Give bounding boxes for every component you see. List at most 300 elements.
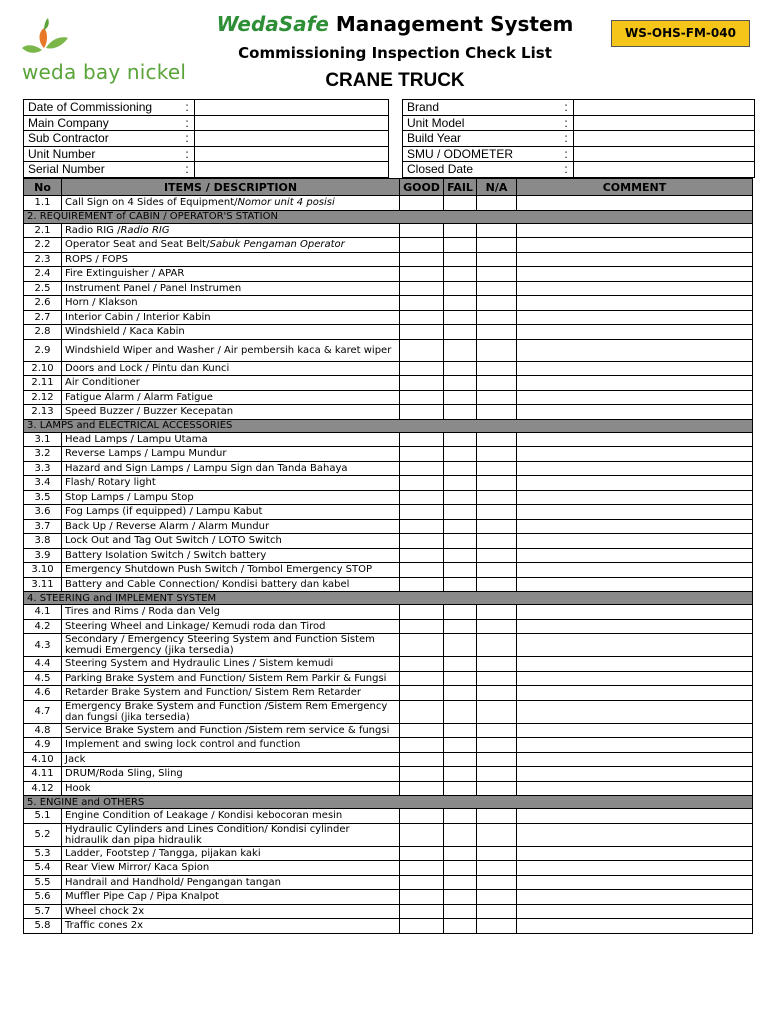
na-cell[interactable] xyxy=(477,238,517,253)
good-cell[interactable] xyxy=(400,548,444,563)
info-value-field[interactable] xyxy=(195,115,389,131)
item-number: 2.9 xyxy=(24,339,62,361)
item-text: Instrument Panel / Panel Instrumen xyxy=(65,282,242,294)
na-cell[interactable] xyxy=(477,390,517,405)
item-description xyxy=(62,267,400,282)
good-cell[interactable] xyxy=(400,390,444,405)
checklist-row xyxy=(24,447,753,462)
item-description xyxy=(62,823,400,846)
fail-cell[interactable] xyxy=(444,296,477,311)
fail-cell[interactable] xyxy=(444,223,477,238)
comment-cell[interactable] xyxy=(517,671,753,686)
checklist-row xyxy=(24,738,753,753)
good-cell[interactable] xyxy=(400,461,444,476)
fail-cell[interactable] xyxy=(444,619,477,634)
good-cell[interactable] xyxy=(400,919,444,934)
fail-cell[interactable] xyxy=(444,390,477,405)
logo-leaf-green-left xyxy=(22,45,42,53)
comment-cell[interactable] xyxy=(517,281,753,296)
na-cell[interactable] xyxy=(477,809,517,824)
info-label: Unit Number xyxy=(24,146,181,162)
item-description xyxy=(62,809,400,824)
na-cell[interactable] xyxy=(477,476,517,491)
comment-cell[interactable] xyxy=(517,361,753,376)
section-header-row xyxy=(24,419,753,432)
item-number: 2.2 xyxy=(24,238,62,253)
info-colon: : xyxy=(180,115,195,131)
section-title: 5. ENGINE and OTHERS xyxy=(24,796,753,809)
na-cell[interactable] xyxy=(477,281,517,296)
comment-cell[interactable] xyxy=(517,252,753,267)
na-cell[interactable] xyxy=(477,461,517,476)
item-text: Flash/ Rotary light xyxy=(65,477,156,489)
na-cell[interactable] xyxy=(477,605,517,620)
na-cell[interactable] xyxy=(477,846,517,861)
good-cell[interactable] xyxy=(400,605,444,620)
na-cell[interactable] xyxy=(477,700,517,723)
good-cell[interactable] xyxy=(400,519,444,534)
checklist-table xyxy=(23,178,753,934)
fail-cell[interactable] xyxy=(444,823,477,846)
checklist-row xyxy=(24,846,753,861)
info-colon: : xyxy=(180,162,195,178)
comment-cell[interactable] xyxy=(517,634,753,657)
fail-cell[interactable] xyxy=(444,875,477,890)
item-description xyxy=(62,577,400,592)
info-colon: : xyxy=(559,146,574,162)
item-text: DRUM/Roda Sling, Sling xyxy=(65,768,183,780)
item-description xyxy=(62,738,400,753)
fail-cell[interactable] xyxy=(444,634,477,657)
na-cell[interactable] xyxy=(477,405,517,420)
comment-cell[interactable] xyxy=(517,519,753,534)
good-cell[interactable] xyxy=(400,700,444,723)
na-cell[interactable] xyxy=(477,519,517,534)
fail-cell[interactable] xyxy=(444,605,477,620)
good-cell[interactable] xyxy=(400,738,444,753)
comment-cell[interactable] xyxy=(517,461,753,476)
item-description xyxy=(62,196,400,211)
item-number: 2.4 xyxy=(24,267,62,282)
fail-cell[interactable] xyxy=(444,505,477,520)
fail-cell[interactable] xyxy=(444,890,477,905)
na-cell[interactable] xyxy=(477,619,517,634)
item-description xyxy=(62,846,400,861)
info-value-field[interactable] xyxy=(574,131,755,147)
item-description xyxy=(62,490,400,505)
fail-cell[interactable] xyxy=(444,196,477,211)
comment-cell[interactable] xyxy=(517,339,753,361)
comment-cell[interactable] xyxy=(517,223,753,238)
item-text: Tires and Rims / Roda dan Velg xyxy=(65,606,221,618)
checklist-row xyxy=(24,223,753,238)
checklist-row xyxy=(24,296,753,311)
na-cell[interactable] xyxy=(477,657,517,672)
good-cell[interactable] xyxy=(400,405,444,420)
item-description xyxy=(62,919,400,934)
comment-cell[interactable] xyxy=(517,325,753,340)
good-cell[interactable] xyxy=(400,671,444,686)
comment-cell[interactable] xyxy=(517,723,753,738)
na-cell[interactable] xyxy=(477,671,517,686)
item-number: 3.1 xyxy=(24,432,62,447)
good-cell[interactable] xyxy=(400,361,444,376)
item-text: Secondary / Emergency Steering System and Function Sistem kemudi Emergency (jika tersedia) xyxy=(65,634,375,656)
good-cell[interactable] xyxy=(400,904,444,919)
fail-cell[interactable] xyxy=(444,563,477,578)
item-description xyxy=(62,781,400,796)
fail-cell[interactable] xyxy=(444,723,477,738)
good-cell[interactable] xyxy=(400,339,444,361)
info-value-field[interactable] xyxy=(574,162,755,178)
item-text: Head Lamps / Lampu Utama xyxy=(65,433,208,445)
item-text: Hazard and Sign Lamps / Lampu Sign dan Tanda Bahaya xyxy=(65,462,348,474)
fail-cell[interactable] xyxy=(444,310,477,325)
item-number: 5.1 xyxy=(24,809,62,824)
item-number: 2.1 xyxy=(24,223,62,238)
fail-cell[interactable] xyxy=(444,238,477,253)
info-value-field[interactable] xyxy=(195,162,389,178)
fail-cell[interactable] xyxy=(444,447,477,462)
na-cell[interactable] xyxy=(477,339,517,361)
good-cell[interactable] xyxy=(400,325,444,340)
comment-cell[interactable] xyxy=(517,390,753,405)
fail-cell[interactable] xyxy=(444,846,477,861)
item-description xyxy=(62,875,400,890)
item-text-local: Nomor unit 4 posisi xyxy=(237,197,335,209)
comment-cell[interactable] xyxy=(517,738,753,753)
checklist-row xyxy=(24,267,753,282)
good-cell[interactable] xyxy=(400,723,444,738)
info-label: Brand xyxy=(403,100,560,116)
info-value-field[interactable] xyxy=(574,115,755,131)
na-cell[interactable] xyxy=(477,376,517,391)
comment-cell[interactable] xyxy=(517,809,753,824)
comment-cell[interactable] xyxy=(517,505,753,520)
fail-cell[interactable] xyxy=(444,548,477,563)
item-number: 3.5 xyxy=(24,490,62,505)
na-cell[interactable] xyxy=(477,505,517,520)
item-description xyxy=(62,890,400,905)
na-cell[interactable] xyxy=(477,432,517,447)
item-text: Back Up / Reverse Alarm / Alarm Mundur xyxy=(65,520,270,532)
checklist-row xyxy=(24,875,753,890)
good-cell[interactable] xyxy=(400,563,444,578)
item-number: 3.8 xyxy=(24,534,62,549)
good-cell[interactable] xyxy=(400,376,444,391)
item-text: Call Sign on 4 Sides of Equipment/ xyxy=(65,197,238,209)
comment-cell[interactable] xyxy=(517,890,753,905)
fail-cell[interactable] xyxy=(444,252,477,267)
good-cell[interactable] xyxy=(400,875,444,890)
info-value-field[interactable] xyxy=(195,146,389,162)
info-row xyxy=(403,162,755,178)
comment-cell[interactable] xyxy=(517,196,753,211)
info-label: Date of Commissioning xyxy=(24,100,181,116)
fail-cell[interactable] xyxy=(444,432,477,447)
fail-cell[interactable] xyxy=(444,325,477,340)
info-value-field[interactable] xyxy=(195,131,389,147)
na-cell[interactable] xyxy=(477,548,517,563)
item-description xyxy=(62,361,400,376)
good-cell[interactable] xyxy=(400,432,444,447)
item-number: 3.7 xyxy=(24,519,62,534)
item-description xyxy=(62,861,400,876)
fail-cell[interactable] xyxy=(444,861,477,876)
na-cell[interactable] xyxy=(477,447,517,462)
good-cell[interactable] xyxy=(400,223,444,238)
fail-cell[interactable] xyxy=(444,405,477,420)
logo-leaf-top xyxy=(44,18,49,30)
item-number: 3.4 xyxy=(24,476,62,491)
fail-cell[interactable] xyxy=(444,490,477,505)
good-cell[interactable] xyxy=(400,619,444,634)
na-cell[interactable] xyxy=(477,919,517,934)
na-cell[interactable] xyxy=(477,752,517,767)
comment-cell[interactable] xyxy=(517,577,753,592)
item-number: 4.8 xyxy=(24,723,62,738)
good-cell[interactable] xyxy=(400,823,444,846)
item-number: 5.2 xyxy=(24,823,62,846)
na-cell[interactable] xyxy=(477,267,517,282)
comment-cell[interactable] xyxy=(517,861,753,876)
na-cell[interactable] xyxy=(477,875,517,890)
item-number: 4.9 xyxy=(24,738,62,753)
comment-cell[interactable] xyxy=(517,823,753,846)
good-cell[interactable] xyxy=(400,296,444,311)
system-name: Management System xyxy=(335,12,574,36)
good-cell[interactable] xyxy=(400,634,444,657)
brand-name: WedaSafe xyxy=(216,12,329,36)
checklist-row xyxy=(24,605,753,620)
comment-cell[interactable] xyxy=(517,846,753,861)
item-description xyxy=(62,548,400,563)
checklist-row xyxy=(24,671,753,686)
item-text: Hook xyxy=(65,782,91,794)
good-cell[interactable] xyxy=(400,238,444,253)
na-cell[interactable] xyxy=(477,723,517,738)
good-cell[interactable] xyxy=(400,267,444,282)
comment-cell[interactable] xyxy=(517,686,753,701)
na-cell[interactable] xyxy=(477,686,517,701)
good-cell[interactable] xyxy=(400,310,444,325)
fail-cell[interactable] xyxy=(444,919,477,934)
info-label: Sub Contractor xyxy=(24,131,181,147)
fail-cell[interactable] xyxy=(444,700,477,723)
info-value-field[interactable] xyxy=(574,100,755,116)
good-cell[interactable] xyxy=(400,281,444,296)
fail-cell[interactable] xyxy=(444,339,477,361)
comment-cell[interactable] xyxy=(517,752,753,767)
col-header-items: ITEMS / DESCRIPTION xyxy=(62,179,400,196)
item-text: Radio RIG / xyxy=(65,224,121,236)
good-cell[interactable] xyxy=(400,447,444,462)
na-cell[interactable] xyxy=(477,325,517,340)
item-description xyxy=(62,252,400,267)
section-header-row xyxy=(24,796,753,809)
comment-cell[interactable] xyxy=(517,919,753,934)
item-number: 3.9 xyxy=(24,548,62,563)
item-number: 3.6 xyxy=(24,505,62,520)
na-cell[interactable] xyxy=(477,738,517,753)
info-label: SMU / ODOMETER xyxy=(403,146,560,162)
comment-cell[interactable] xyxy=(517,875,753,890)
checklist-row xyxy=(24,461,753,476)
section-header-row xyxy=(24,210,753,223)
item-text: Hydraulic Cylinders and Lines Condition/ Kondisi cylinder hidraulik dan pipa hidraulik xyxy=(65,823,350,846)
item-description xyxy=(62,605,400,620)
item-description xyxy=(62,767,400,782)
checklist-row xyxy=(24,476,753,491)
fail-cell[interactable] xyxy=(444,752,477,767)
item-text: Interior Cabin / Interior Kabin xyxy=(65,311,211,323)
good-cell[interactable] xyxy=(400,196,444,211)
item-description xyxy=(62,505,400,520)
good-cell[interactable] xyxy=(400,809,444,824)
checklist-row xyxy=(24,252,753,267)
comment-cell[interactable] xyxy=(517,534,753,549)
fail-cell[interactable] xyxy=(444,738,477,753)
good-cell[interactable] xyxy=(400,657,444,672)
checklist-row xyxy=(24,634,753,657)
checklist-row xyxy=(24,376,753,391)
good-cell[interactable] xyxy=(400,476,444,491)
item-text: Speed Buzzer / Buzzer Kecepatan xyxy=(65,406,234,418)
comment-cell[interactable] xyxy=(517,376,753,391)
na-cell[interactable] xyxy=(477,361,517,376)
fail-cell[interactable] xyxy=(444,781,477,796)
item-description xyxy=(62,390,400,405)
na-cell[interactable] xyxy=(477,890,517,905)
fail-cell[interactable] xyxy=(444,767,477,782)
fail-cell[interactable] xyxy=(444,476,477,491)
info-row xyxy=(403,131,755,147)
good-cell[interactable] xyxy=(400,752,444,767)
comment-cell[interactable] xyxy=(517,405,753,420)
comment-cell[interactable] xyxy=(517,563,753,578)
item-description xyxy=(62,296,400,311)
item-text: Steering Wheel and Linkage/ Kemudi roda dan Tirod xyxy=(65,620,326,632)
checklist-row xyxy=(24,361,753,376)
comment-cell[interactable] xyxy=(517,619,753,634)
good-cell[interactable] xyxy=(400,505,444,520)
na-cell[interactable] xyxy=(477,823,517,846)
fail-cell[interactable] xyxy=(444,361,477,376)
item-number: 2.7 xyxy=(24,310,62,325)
na-cell[interactable] xyxy=(477,534,517,549)
comment-cell[interactable] xyxy=(517,548,753,563)
fail-cell[interactable] xyxy=(444,461,477,476)
title-block xyxy=(200,12,590,92)
item-text: Doors and Lock / Pintu dan Kunci xyxy=(65,362,230,374)
info-value-field[interactable] xyxy=(574,146,755,162)
item-text: Air Conditioner xyxy=(65,377,140,389)
info-colon: : xyxy=(559,162,574,178)
item-description xyxy=(62,752,400,767)
comment-cell[interactable] xyxy=(517,490,753,505)
comment-cell[interactable] xyxy=(517,781,753,796)
info-value-field[interactable] xyxy=(195,100,389,116)
fail-cell[interactable] xyxy=(444,519,477,534)
item-number: 4.2 xyxy=(24,619,62,634)
fail-cell[interactable] xyxy=(444,577,477,592)
good-cell[interactable] xyxy=(400,577,444,592)
good-cell[interactable] xyxy=(400,490,444,505)
comment-cell[interactable] xyxy=(517,767,753,782)
na-cell[interactable] xyxy=(477,781,517,796)
checklist-row xyxy=(24,548,753,563)
fail-cell[interactable] xyxy=(444,267,477,282)
info-label: Closed Date xyxy=(403,162,560,178)
item-number: 4.5 xyxy=(24,671,62,686)
good-cell[interactable] xyxy=(400,252,444,267)
fail-cell[interactable] xyxy=(444,534,477,549)
fail-cell[interactable] xyxy=(444,671,477,686)
item-description xyxy=(62,563,400,578)
comment-cell[interactable] xyxy=(517,904,753,919)
item-number: 2.6 xyxy=(24,296,62,311)
na-cell[interactable] xyxy=(477,904,517,919)
comment-cell[interactable] xyxy=(517,700,753,723)
item-number: 3.2 xyxy=(24,447,62,462)
comment-cell[interactable] xyxy=(517,267,753,282)
na-cell[interactable] xyxy=(477,490,517,505)
comment-cell[interactable] xyxy=(517,657,753,672)
fail-cell[interactable] xyxy=(444,809,477,824)
item-description xyxy=(62,904,400,919)
na-cell[interactable] xyxy=(477,223,517,238)
good-cell[interactable] xyxy=(400,534,444,549)
na-cell[interactable] xyxy=(477,861,517,876)
fail-cell[interactable] xyxy=(444,657,477,672)
na-cell[interactable] xyxy=(477,577,517,592)
checklist-row xyxy=(24,890,753,905)
na-cell[interactable] xyxy=(477,634,517,657)
good-cell[interactable] xyxy=(400,686,444,701)
good-cell[interactable] xyxy=(400,846,444,861)
item-description xyxy=(62,376,400,391)
fail-cell[interactable] xyxy=(444,281,477,296)
na-cell[interactable] xyxy=(477,296,517,311)
comment-cell[interactable] xyxy=(517,476,753,491)
fail-cell[interactable] xyxy=(444,376,477,391)
comment-cell[interactable] xyxy=(517,447,753,462)
fail-cell[interactable] xyxy=(444,686,477,701)
fail-cell[interactable] xyxy=(444,904,477,919)
comment-cell[interactable] xyxy=(517,432,753,447)
comment-cell[interactable] xyxy=(517,605,753,620)
good-cell[interactable] xyxy=(400,767,444,782)
checklist-row xyxy=(24,405,753,420)
comment-cell[interactable] xyxy=(517,238,753,253)
info-row xyxy=(24,100,389,116)
checklist-row xyxy=(24,310,753,325)
na-cell[interactable] xyxy=(477,310,517,325)
checklist-row xyxy=(24,919,753,934)
good-cell[interactable] xyxy=(400,781,444,796)
good-cell[interactable] xyxy=(400,890,444,905)
good-cell[interactable] xyxy=(400,861,444,876)
na-cell[interactable] xyxy=(477,767,517,782)
na-cell[interactable] xyxy=(477,252,517,267)
na-cell[interactable] xyxy=(477,196,517,211)
na-cell[interactable] xyxy=(477,563,517,578)
document-title: CRANE TRUCK xyxy=(325,70,465,91)
info-table-right xyxy=(402,99,755,178)
info-row xyxy=(24,131,389,147)
comment-cell[interactable] xyxy=(517,296,753,311)
comment-cell[interactable] xyxy=(517,310,753,325)
